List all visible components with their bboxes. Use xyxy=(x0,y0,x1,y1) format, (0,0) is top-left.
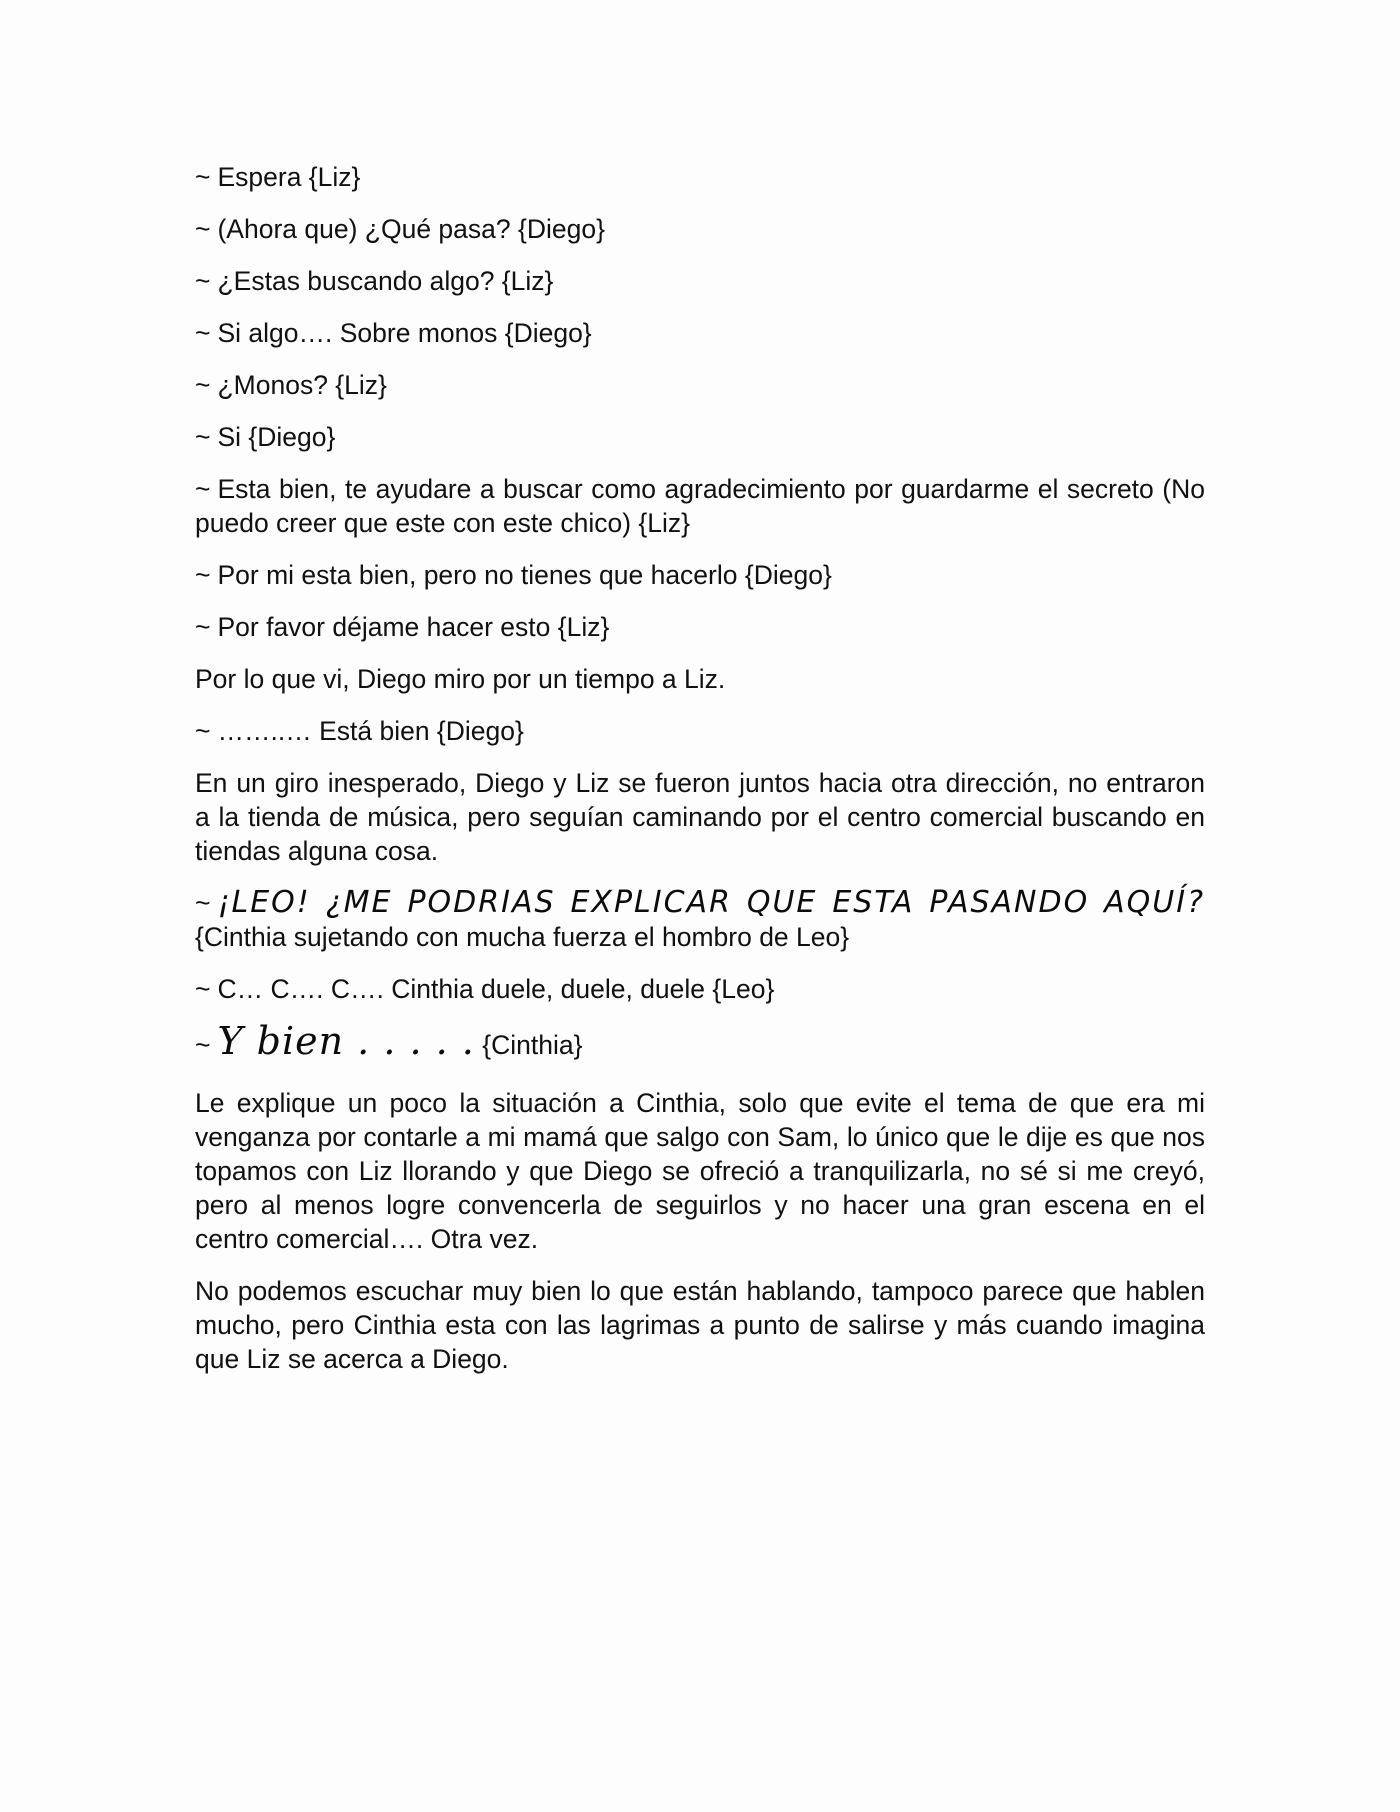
dialogue-tilde: ~ xyxy=(195,974,211,1004)
narration-paragraph: Le explique un poco la situación a Cinthia, solo que evite el tema de que era mi venganza por contarle a mi mamá que salgo con Sam, lo único que le dije es que nos topamos con Liz llorando y que Diego se ofreció a tranquilizarla, no sé si me creyó, pero al menos logre convencerla de seguirlos y no hacer una gran escena en el centro comercial…. Otra vez. xyxy=(195,1088,1205,1254)
dialogue-line xyxy=(195,472,1205,540)
narration-paragraph: No podemos escuchar muy bien lo que están hablando, tampoco parece que hablen mucho, pero Cinthia esta con las lagrimas a punto de salirse y más cuando imagina que Liz se acerca a Diego. xyxy=(195,1276,1205,1374)
document-body xyxy=(195,160,1205,1394)
narration-paragraph: En un giro inesperado, Diego y Liz se fueron juntos hacia otra dirección, no entraron a la tienda de música, pero seguían caminando por el centro comercial buscando en tiendas alguna cosa. xyxy=(195,768,1205,866)
dialogue-tilde: ~ xyxy=(195,1030,211,1060)
dialogue-line xyxy=(195,558,1205,592)
dialogue-tilde: ~ xyxy=(195,370,211,400)
dialogue-text: Por favor déjame hacer esto {Liz} xyxy=(217,612,610,642)
dialogue-line xyxy=(195,972,1205,1006)
dialogue-tilde: ~ xyxy=(195,422,211,452)
dialogue-line xyxy=(195,420,1205,454)
dialogue-text: Espera {Liz} xyxy=(217,162,361,192)
dialogue-text: (Ahora que) ¿Qué pasa? {Diego} xyxy=(217,214,605,244)
dialogue-speaker-note: {Cinthia sujetando con mucha fuerza el hombro de Leo} xyxy=(195,922,850,952)
dialogue-text: Si algo…. Sobre monos {Diego} xyxy=(217,318,592,348)
dialogue-tilde: ~ xyxy=(195,162,211,192)
handwritten-text: Y bien . . . . . xyxy=(217,1019,475,1063)
dialogue-tilde: ~ xyxy=(195,214,211,244)
dialogue-text: ¿Monos? {Liz} xyxy=(217,370,387,400)
handwritten-shout-text: ¡LEO! ¿ME PODRIAS EXPLICAR QUE ESTA PASANDO AQUÍ? xyxy=(217,885,1205,920)
dialogue-text: ……..… Está bien {Diego} xyxy=(217,716,524,746)
dialogue-line xyxy=(195,610,1205,644)
dialogue-line xyxy=(195,212,1205,246)
dialogue-line xyxy=(195,714,1205,748)
dialogue-text: C… C…. C…. Cinthia duele, duele, duele {Leo} xyxy=(217,974,775,1004)
dialogue-text: Esta bien, te ayudare a buscar como agradecimiento por guardarme el secreto (No puedo creer que este con este chico) {Liz} xyxy=(195,474,1205,538)
dialogue-text: Si {Diego} xyxy=(217,422,336,452)
dialogue-tilde: ~ xyxy=(195,716,211,746)
dialogue-line xyxy=(195,264,1205,298)
handwritten-dialogue-line xyxy=(195,1019,1205,1063)
dialogue-tilde: ~ xyxy=(195,266,211,296)
dialogue-tilde: ~ xyxy=(195,318,211,348)
dialogue-tilde: ~ xyxy=(195,888,211,918)
dialogue-line xyxy=(195,368,1205,402)
narration-paragraph: Por lo que vi, Diego miro por un tiempo a Liz. xyxy=(195,664,726,694)
dialogue-tilde: ~ xyxy=(195,474,211,504)
dialogue-line xyxy=(195,160,1205,194)
dialogue-tilde: ~ xyxy=(195,612,211,642)
dialogue-text: ¿Estas buscando algo? {Liz} xyxy=(217,266,554,296)
shout-dialogue-line xyxy=(195,886,1205,954)
dialogue-speaker-note: {Cinthia} xyxy=(482,1030,583,1060)
dialogue-tilde: ~ xyxy=(195,560,211,590)
dialogue-line xyxy=(195,316,1205,350)
dialogue-text: Por mi esta bien, pero no tienes que hacerlo {Diego} xyxy=(217,560,832,590)
